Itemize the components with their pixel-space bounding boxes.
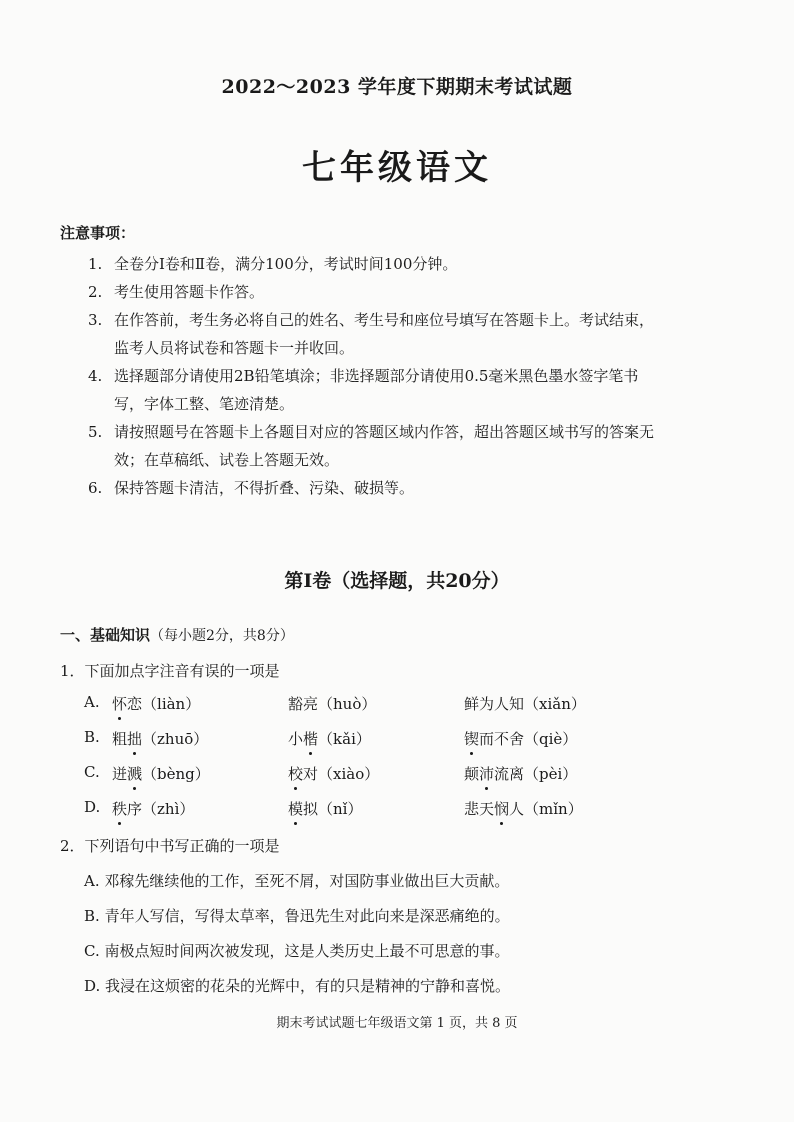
- note-number: 3.: [88, 311, 103, 329]
- word-text: 悲天: [464, 800, 495, 818]
- option-row: [84, 870, 510, 905]
- option-word: [112, 693, 200, 714]
- note-number: 1.: [88, 255, 103, 273]
- dotted-char: 锲: [464, 730, 480, 748]
- option-word: [288, 728, 371, 749]
- option-word: [464, 693, 586, 714]
- word-text: 粗: [112, 730, 128, 748]
- note-text-continued: 写，字体工整、笔迹清楚。: [114, 395, 295, 413]
- note-number: 6.: [88, 479, 103, 497]
- note-item: [88, 474, 728, 502]
- dotted-char: 校: [288, 765, 304, 783]
- option-word: [464, 798, 583, 819]
- note-item: [88, 278, 728, 306]
- note-number: 4.: [88, 367, 103, 385]
- word-rest: 序（zhì）: [127, 800, 195, 818]
- option-text: 青年人写信，写得太草率，鲁迅先生对此向来是深恶痛绝的。: [104, 907, 510, 925]
- part-title: 一、基础知识: [60, 626, 151, 644]
- option-word: [464, 728, 577, 749]
- question-stem: 2．下列语句中书写正确的一项是: [60, 837, 280, 855]
- option-row: [84, 798, 704, 833]
- word-text: 鲜为人知（xiǎn）: [464, 695, 586, 713]
- dotted-char: 沛: [479, 765, 495, 783]
- note-number: 5.: [88, 423, 103, 441]
- dotted-char: 溅: [127, 765, 143, 783]
- option-letter: D.: [84, 798, 101, 816]
- note-text-continued: 监考人员将试卷和答题卡一并收回。: [114, 339, 355, 357]
- word-rest: 对（xiào）: [303, 765, 380, 783]
- page-footer: 期末考试试题七年级语文第 1 页，共 8 页: [276, 1016, 518, 1031]
- word-rest: 而不舍（qiè）: [479, 730, 578, 748]
- note-text: 在作答前，考生务必将自己的姓名、考生号和座位号填写在答题卡上。考试结束，: [114, 311, 655, 329]
- note-item: [88, 418, 728, 474]
- note-text: 全卷分Ⅰ卷和Ⅱ卷，满分100分，考试时间100分钟。: [114, 255, 458, 273]
- word-rest: huò）: [333, 695, 377, 713]
- exam-title: 2022～2023 学年度下期期末考试试题: [221, 76, 573, 98]
- dotted-char: 悯: [494, 800, 510, 818]
- note-text: 考生使用答题卡作答。: [114, 283, 265, 301]
- option-row: [84, 693, 704, 728]
- option-letter: C.: [84, 942, 100, 960]
- part-score-note: （每小题2分，共8分）: [150, 628, 294, 644]
- option-letter: C.: [84, 763, 100, 781]
- word-text: 小: [288, 730, 304, 748]
- note-item: [88, 306, 728, 362]
- option-text: 我浸在这烦密的花朵的光辉中，有的只是精神的宁静和喜悦。: [105, 977, 511, 995]
- option-word: [288, 763, 379, 784]
- word-text: 豁亮（: [288, 695, 334, 713]
- q1-options: [84, 693, 704, 833]
- note-item: [88, 250, 728, 278]
- word-rest: （kǎi）: [318, 730, 371, 748]
- dotted-char: 怀: [112, 695, 128, 713]
- option-letter: B.: [84, 907, 100, 925]
- option-word: [288, 693, 376, 714]
- option-row: [84, 905, 510, 940]
- word-text: 颠: [464, 765, 480, 783]
- word-rest: 拟（nǐ）: [303, 800, 363, 818]
- option-text: 邓稼先继续他的工作，至死不屑，对国防事业做出巨大贡献。: [104, 872, 510, 890]
- word-rest: 流离（pèi）: [494, 765, 578, 783]
- option-word: [288, 798, 362, 819]
- dotted-char: 秩: [112, 800, 128, 818]
- option-word: [112, 728, 208, 749]
- option-word: [464, 763, 577, 784]
- option-letter: A.: [84, 872, 100, 890]
- option-row: [84, 940, 510, 975]
- option-text: 南极点短时间两次被发现，这是人类历史上最不可思意的事。: [104, 942, 510, 960]
- notes-list: [88, 250, 728, 502]
- note-number: 2.: [88, 283, 103, 301]
- q2-options: [84, 870, 510, 1010]
- option-row: [84, 728, 704, 763]
- option-letter: A.: [84, 693, 100, 711]
- section-heading: 第Ⅰ卷（选择题，共20分）: [284, 570, 510, 592]
- word-rest: 恋（liàn）: [127, 695, 201, 713]
- option-row: [84, 763, 704, 798]
- option-word: [112, 763, 210, 784]
- part-heading: [60, 624, 294, 645]
- note-text: 选择题部分请使用2B铅笔填涂；非选择题部分请使用0.5毫米黑色墨水签字笔书: [114, 367, 639, 385]
- dotted-char: 模: [288, 800, 304, 818]
- option-row: [84, 975, 510, 1010]
- option-letter: B.: [84, 728, 100, 746]
- note-item: [88, 362, 728, 418]
- note-text-continued: 效；在草稿纸、试卷上答题无效。: [114, 451, 340, 469]
- word-text: 迸: [112, 765, 128, 783]
- subject-title: 七年级语文: [302, 148, 492, 188]
- note-text: 请按照题号在答题卡上各题目对应的答题区域内作答，超出答题区域书写的答案无: [114, 423, 655, 441]
- dotted-char: 楷: [303, 730, 319, 748]
- option-word: [112, 798, 194, 819]
- word-rest: （zhuō）: [142, 730, 209, 748]
- option-letter: D.: [84, 977, 101, 995]
- word-rest: 人（mǐn）: [509, 800, 583, 818]
- question-stem: 1．下面加点字注音有误的一项是: [60, 662, 280, 680]
- word-rest: （bèng）: [142, 765, 210, 783]
- dotted-char: 拙: [127, 730, 143, 748]
- note-text: 保持答题卡清洁，不得折叠、污染、破损等。: [114, 479, 415, 497]
- notes-heading: 注意事项：: [60, 224, 136, 242]
